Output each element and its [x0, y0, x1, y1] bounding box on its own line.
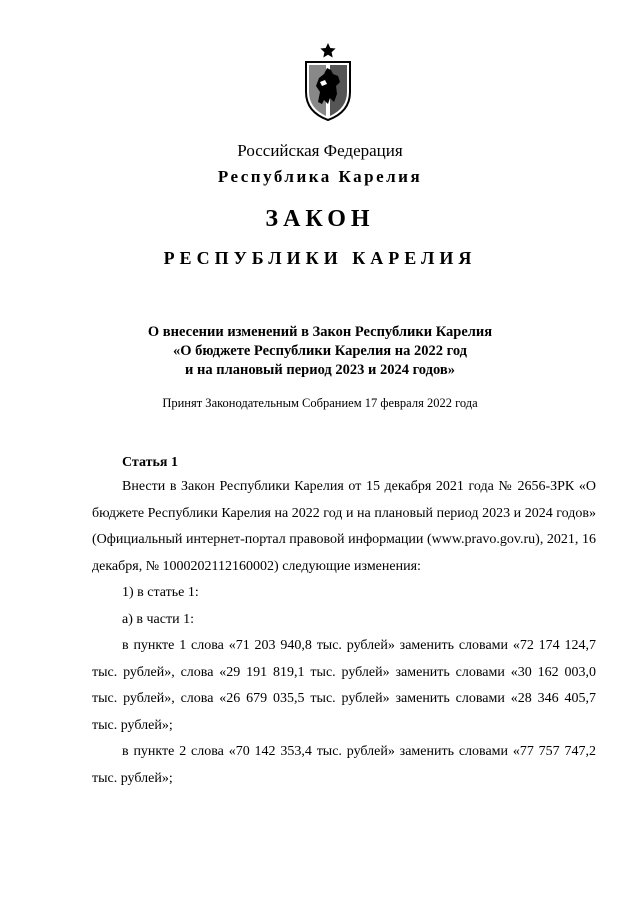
paragraph-item-1: 1) в статье 1: — [122, 585, 199, 600]
paragraph-point-1: в пункте 1 слова «71 203 940,8 тыс. рублей» заменить словами «72 174 124,7 тыс. рублей», слова «29 191 819,1 тыс. рублей» заменить словами «30 162 003,0 тыс. рублей», слова «26 679 035,5 тыс. рублей» заменить словами «28 346 405,7 тыс. рублей»; — [92, 638, 596, 733]
document-issuer: РЕСПУБЛИКИ КАРЕЛИЯ — [163, 248, 477, 268]
country-name: Российская Федерация — [237, 141, 403, 160]
law-title-line-1: О внесении изменений в Закон Республики Карелия — [147, 324, 493, 340]
adoption-note: Принят Законодательным Собранием 17 февраля 2022 года — [162, 396, 478, 410]
article-heading: Статья 1 — [122, 455, 178, 470]
article-body — [92, 474, 596, 792]
law-title — [0, 323, 640, 380]
law-title-line-3: и на плановый период 2023 и 2024 годов» — [185, 362, 455, 378]
paragraph-intro: Внести в Закон Республики Карелия от 15 декабря 2021 года № 2656-ЗРК «О бюджете Республики Карелия на 2022 год и на плановый период 2023 и 2024 годов» (Официальный интернет-портал правовой информации (www.pravo.gov.ru), 2021, 16 декабря, № 1000202112160002) следующие изменения: — [92, 479, 596, 574]
document-type: ЗАКОН — [265, 206, 375, 232]
paragraph-item-a: а) в части 1: — [122, 611, 194, 627]
coat-of-arms-emblem — [300, 42, 356, 122]
law-title-line-2: «О бюджете Республики Карелия на 2022 год — [172, 343, 468, 359]
paragraph-point-2: в пункте 2 слова «70 142 353,4 тыс. рублей» заменить словами «77 757 747,2 тыс. рублей»; — [92, 744, 596, 786]
republic-name: Республика Карелия — [217, 167, 423, 186]
